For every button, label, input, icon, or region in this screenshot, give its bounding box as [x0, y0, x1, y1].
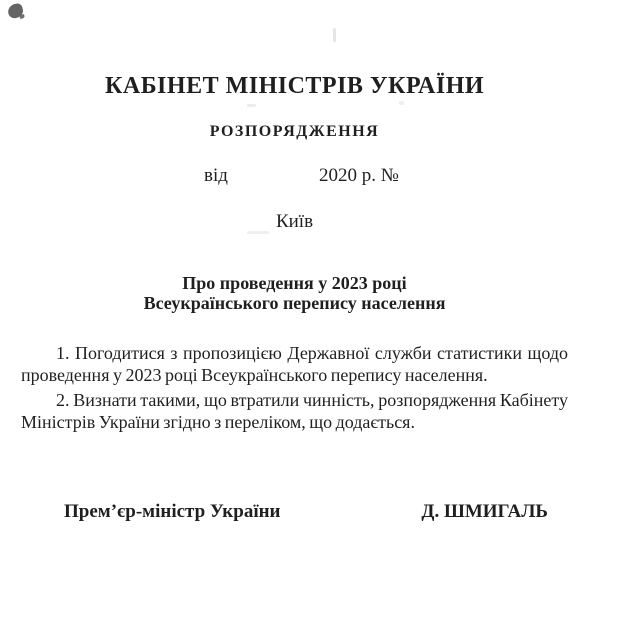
date-year-number-label: 2020 р. №	[319, 165, 399, 186]
title-line-1: Про проведення у 2023 році	[182, 273, 407, 293]
date-line	[21, 166, 568, 188]
document-type-heading: РОЗПОРЯДЖЕННЯ	[209, 123, 380, 140]
document-body	[21, 0, 568, 632]
body-paragraph-2: 2. Визнати такими, що втратили чинність, розпорядження Кабінету Міністрів України згідно з переліком, що додається.	[21, 390, 568, 432]
signature-name: Д. ШМИГАЛЬ	[421, 501, 548, 522]
document-title	[21, 273, 568, 313]
signature-row	[21, 502, 568, 526]
city-label: Київ	[275, 211, 314, 232]
signature-position: Прем’єр-міністр України	[64, 501, 281, 522]
body-paragraph-1: 1. Погодитися з пропозицією Державної служби статистики щодо проведення у 2023 році Всеукраїнського перепису населення.	[21, 343, 568, 385]
body-text	[21, 342, 568, 436]
org-name-heading: КАБІНЕТ МІНІСТРІВ УКРАЇНИ	[104, 73, 485, 99]
date-from-label: від	[204, 165, 228, 186]
title-line-2: Всеукраїнського перепису населення	[143, 293, 446, 313]
